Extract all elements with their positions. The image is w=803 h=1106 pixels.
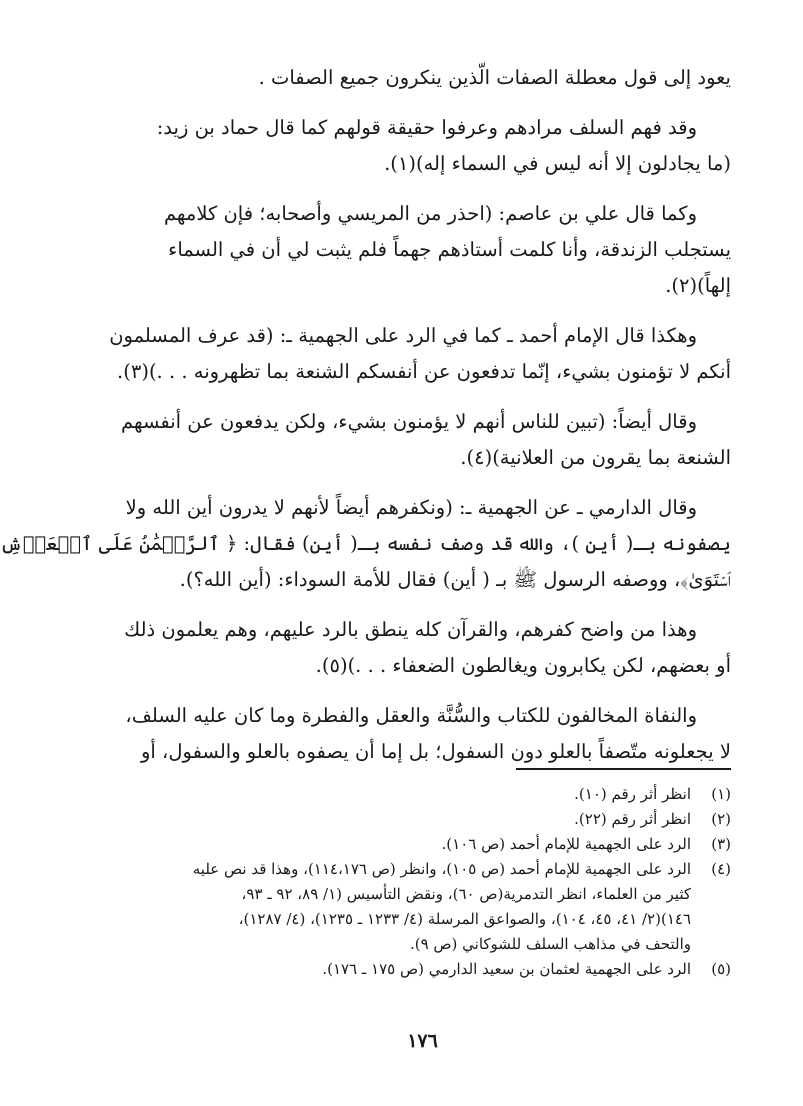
text-line: الشنعة بما يقرون من العلانية)(٤). (460, 446, 731, 469)
text-line: ٱسۡتَوَىٰ﴾، ووصفه الرسول ﷺ بـ ( أين) فقال للأمة السوداء: (أين الله؟). (179, 568, 731, 591)
page-number: ١٧٦ (407, 1030, 438, 1052)
text-line: وقال الدارمي ـ عن الجهمية ـ: (ونكفرهم أيضاً لأنهم لا يدرون أين الله ولا (125, 496, 697, 519)
footnotes (114, 782, 731, 982)
text-line: (ما يجادلون إلا أنه ليس في السماء إله)(١). (384, 152, 731, 175)
footnote-text (114, 832, 691, 857)
text-line: الرد على الجهمية للإمام أحمد (ص ١٠٥)، وانظر (ص ١١٤،١٧٦)، وهذا قد نص عليه (192, 860, 691, 878)
footnote-text (114, 782, 691, 807)
text-line: الرد على الجهمية للإمام أحمد (ص ١٠٦). (441, 835, 691, 853)
footnote (114, 782, 731, 807)
footnote-number: (٥) (711, 960, 731, 978)
text-line: وهذا من واضح كفرهم، والقرآن كله ينطق بالرد عليهم، وهم يعلمون ذلك (124, 618, 697, 641)
text-line: ١٤٦)(٢/ ٤١، ٤٥، ١٠٤)، والصواعق المرسلة (٤/ ١٢٣٣ ـ ١٢٣٥)، (٤/ ١٢٨٧)، (238, 910, 691, 928)
paragraph-5 (114, 404, 731, 476)
footnote (114, 957, 731, 982)
text-line: كثير من العلماء، انظر التدمرية(ص ٦٠)، ونقض التأسيس (١/ ٨٩، ٩٢ ـ ٩٣، (241, 885, 691, 903)
footnote-number: (٢) (711, 810, 731, 828)
text-line: يستجلب الزندقة، وأنا كلمت أستاذهم جهماً فلم يثبت لي أن في السماء (168, 238, 731, 261)
footnote-text (114, 807, 691, 832)
footnote-number: (١) (711, 785, 731, 803)
main-text (0, 60, 731, 770)
footnote-text (114, 857, 691, 957)
text-line: والتحف في مذاهب السلف للشوكاني (ص ٩). (409, 935, 691, 953)
paragraph-6 (0, 490, 731, 598)
text-line: يصفونه بـ( أين )، والله قد وصف نفسه بـ( أين) فقال: ﴿ ٱلرَّحۡمَٰنُ عَلَى ٱلۡعَرۡشِ (0, 532, 731, 555)
text-line: إلهاً)(٢). (665, 274, 731, 297)
text-line: يعود إلى قول معطلة الصفات الّذين ينكرون جميع الصفات . (258, 66, 731, 89)
footnote-number: (٣) (711, 835, 731, 853)
text-line: وقال أيضاً: (تبين للناس أنهم لا يؤمنون بشيء، ولكن يدفعون عن أنفسهم (121, 410, 697, 433)
footnote-text (114, 957, 691, 982)
footnote (114, 807, 731, 832)
footnote (114, 832, 731, 857)
footnote (114, 857, 731, 957)
text-line: والنفاة المخالفون للكتاب والسُّنَّة والعقل والفطرة وما كان عليه السلف، (125, 704, 697, 727)
paragraph-7 (114, 612, 731, 684)
text-line: انظر أثر رقم (٢٢). (574, 810, 691, 828)
text-line: لا يجعلونه متّصفاً بالعلو دون السفول؛ بل إما أن يصفوه بالعلو والسفول، أو (141, 740, 731, 763)
paragraph-1 (114, 60, 731, 96)
text-line: وكما قال علي بن عاصم: (احذر من المريسي وأصحابه؛ فإن كلامهم (163, 202, 697, 225)
text-line: أنكم لا تؤمنون بشيء، إنّما تدفعون عن أنفسكم الشنعة بما تظهرونه . . .)(٣). (117, 360, 731, 383)
text-line: وقد فهم السلف مرادهم وعرفوا حقيقة قولهم كما قال حماد بن زيد: (156, 116, 697, 139)
paragraph-2 (114, 110, 731, 182)
text-line: أو بعضهم، لكن يكابرون ويغالطون الضعفاء . . .)(٥). (315, 654, 731, 677)
footnote-separator (516, 768, 731, 770)
paragraph-4 (109, 318, 731, 390)
text-line: وهكذا قال الإمام أحمد ـ كما في الرد على الجهمية ـ: (قد عرف المسلمون (109, 324, 697, 347)
paragraph-8 (114, 698, 731, 770)
footnote-number: (٤) (711, 860, 731, 878)
paragraph-3 (114, 196, 731, 304)
text-line: الرد على الجهمية لعثمان بن سعيد الدارمي (ص ١٧٥ ـ ١٧٦). (322, 960, 691, 978)
book-page (0, 60, 731, 1060)
text-line: انظر أثر رقم (١٠). (574, 785, 691, 803)
